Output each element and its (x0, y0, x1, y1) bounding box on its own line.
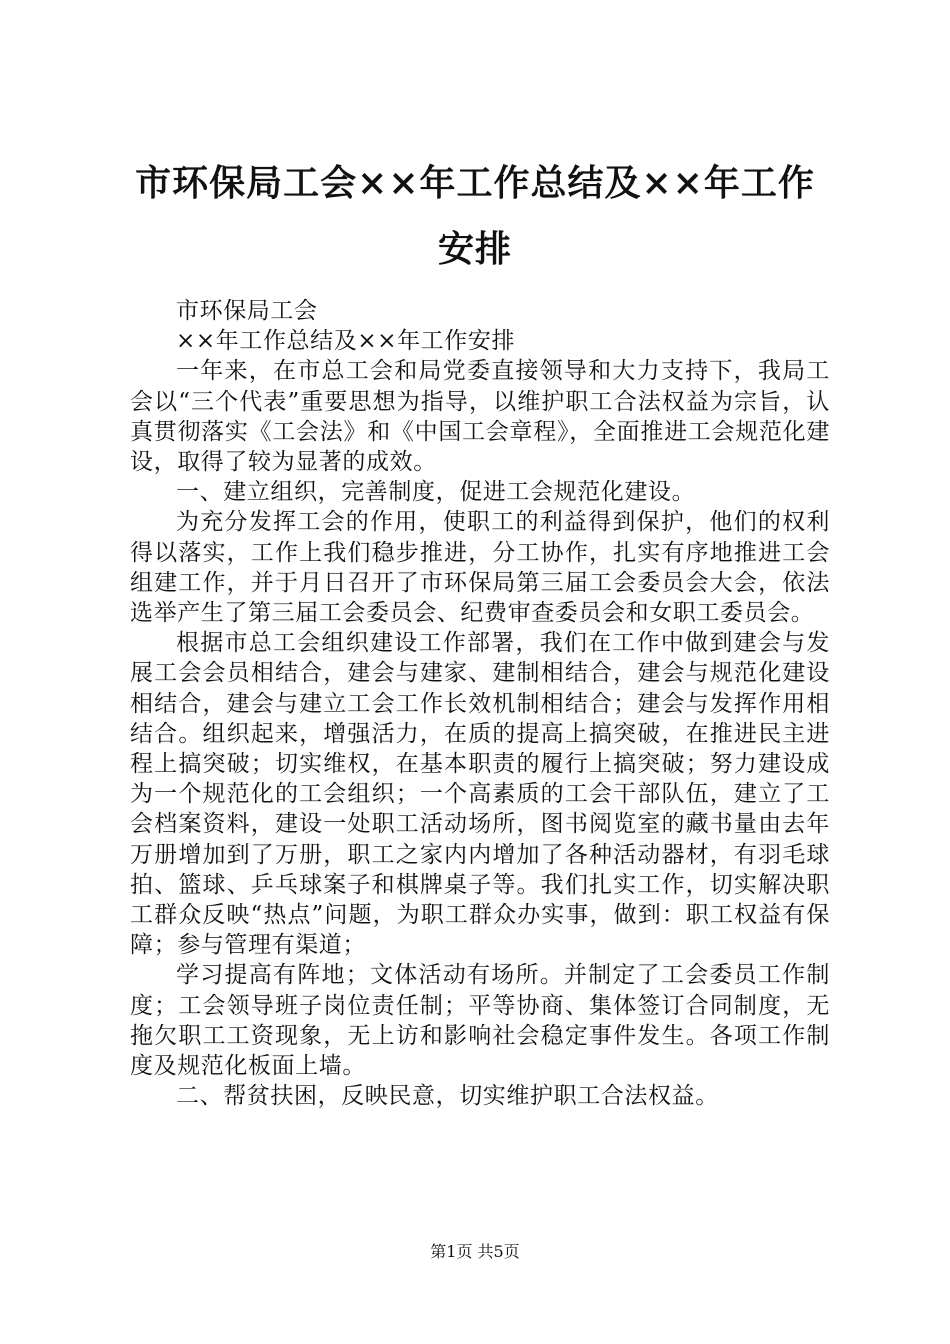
document-body (130, 296, 830, 1111)
paragraph-intro: 一年来，在市总工会和局党委直接领导和大力支持下，我局工会以“三个代表”重要思想为指导，以维护职工合法权益为宗旨，认真贯彻落实《工会法》和《中国工会章程》，全面推进工会规范化建设，取得了较为显著的成效。 (130, 358, 830, 476)
page-number-footer: 第1页 共5页 (430, 1242, 520, 1261)
paragraph-organization: 为充分发挥工会的作用，使职工的利益得到保护，他们的权利得以落实，工作上我们稳步推进，分工协作，扎实有序地推进工会组建工作，并于月日召开了市环保局第三届工会委员会大会，依法选举产生了第三届工会委员会、纪费审查委员会和女职工委员会。 (130, 509, 830, 627)
document-title: 市环保局工会××年工作总结及××年工作安排 (135, 162, 815, 270)
paragraph-org-name: 市环保局工会 (176, 298, 318, 324)
paragraph-subtitle: ××年工作总结及××年工作安排 (176, 328, 516, 355)
section-heading-two: 二、帮贫扶困，反映民意，切实维护职工合法权益。 (176, 1083, 719, 1110)
paragraph-construction: 根据市总工会组织建设工作部署，我们在工作中做到建会与发展工会会员相结合，建会与建家、建制相结合，建会与规范化建设相结合，建会与建立工会工作长效机制相结合；建会与发挥作用相结合。组织起来，增强活力，在质的提高上搞突破，在推进民主进程上搞突破；切实维权，在基本职责的履行上搞突破；努力建设成为一个规范化的工会组织；一个高素质的工会干部队伍，建立了工会档案资料，建设一处职工活动场所，图书阅览室的藏书量由去年万册增加到了万册，职工之家内内增加了各种活动器材，有羽毛球拍、篮球、乒乓球案子和棋牌桌子等。我们扎实工作，切实解决职工群众反映“热点”问题，为职工群众办实事，做到：职工权益有保障；参与管理有渠道； (130, 630, 830, 959)
paragraph-systems: 学习提高有阵地；文体活动有场所。并制定了工会委员工作制度；工会领导班子岗位责任制；平等协商、集体签订合同制度，无拖欠职工工资现象，无上访和影响社会稳定事件发生。各项工作制度及规范化板面上墙。 (130, 962, 830, 1080)
section-heading-one: 一、建立组织，完善制度，促进工会规范化建设。 (176, 479, 696, 506)
